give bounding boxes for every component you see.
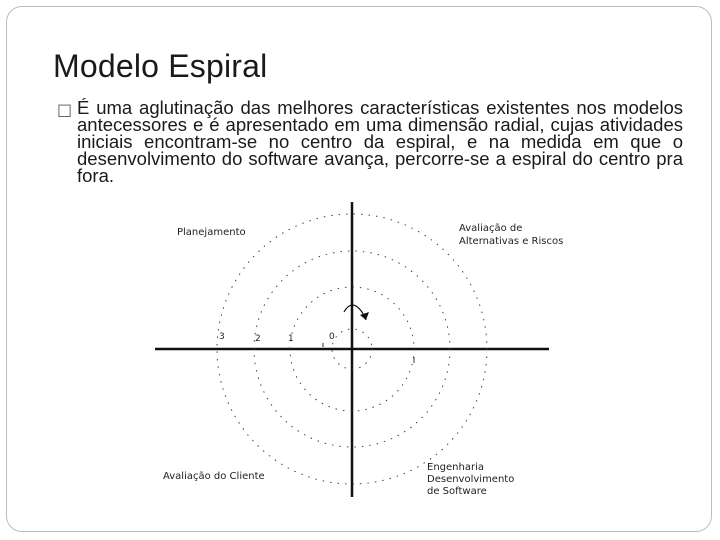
quadrant-label-planning: Planejamento [177,227,246,238]
arrow-head-icon [360,312,369,320]
cycle-number: 2 [255,334,261,344]
quadrant-label-risk-line1: Avaliação de [459,223,523,234]
quadrant-label-risk-line2: Alternativas e Riscos [459,236,564,247]
quadrant-label-client: Avaliação do Cliente [163,471,265,482]
cycle-number: 3 [219,332,225,342]
slide-title: Modelo Espiral [53,48,268,84]
cycle-number: 1 [288,334,294,344]
square-bullet-icon: □ [57,100,73,119]
quadrant-label-engineering-line2: Desenvolvimento [427,474,515,485]
quadrant-label-engineering-line3: de Software [427,486,487,497]
bullet-text: É uma aglutinação das melhores características existentes nos modelos antecessores e é apresentado em uma dimensão radial, cujas atividades iniciais encontram-se no centro da espiral, e na medida em que o desenvolvimento do software avança, percorre-se a espiral do centro pra fora. [77,97,683,186]
start-arc [344,305,366,320]
cycle-number: 0 [329,332,335,342]
quadrant-label-engineering-line1: Engenharia [427,462,484,473]
